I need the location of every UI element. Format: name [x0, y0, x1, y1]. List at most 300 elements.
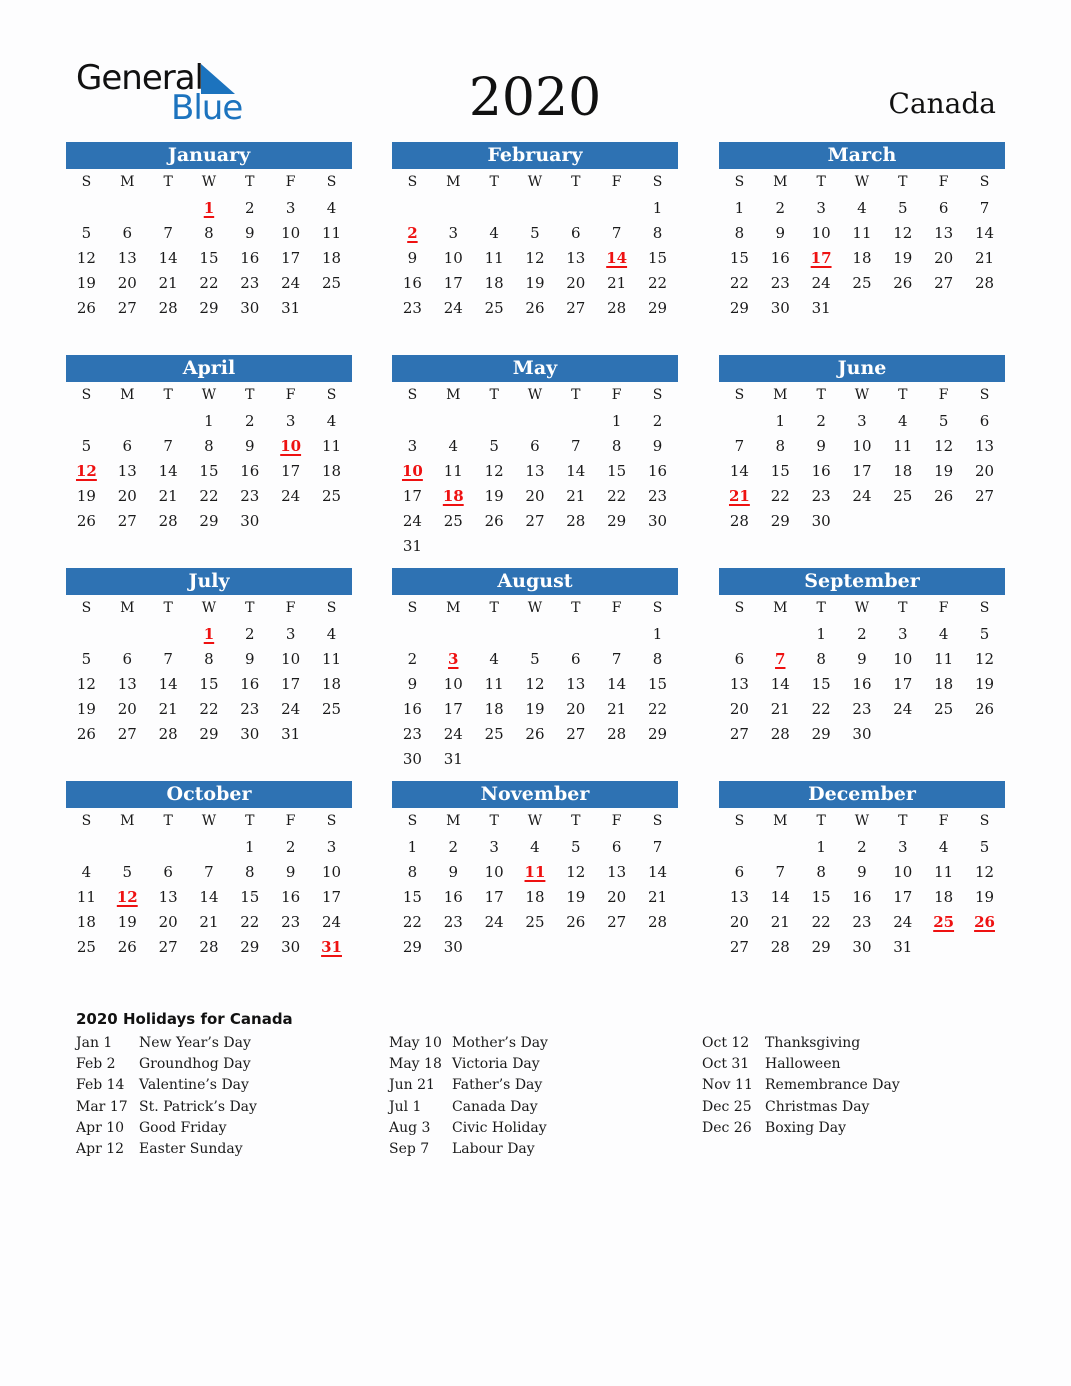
day-cell: 28	[647, 912, 668, 931]
month-days-table	[66, 595, 352, 746]
month-header: September	[719, 568, 1005, 595]
week-row	[66, 433, 352, 458]
weekday-label: F	[285, 174, 296, 190]
day-cell: 1	[816, 837, 826, 856]
holiday-item	[389, 1033, 689, 1054]
logo-text-general: General	[76, 58, 203, 98]
day-cell: 25	[321, 273, 342, 292]
week-row	[66, 834, 352, 859]
day-cell: 20	[607, 887, 627, 906]
month-september	[719, 568, 1005, 746]
empty-day-cell	[474, 533, 515, 558]
day-cell: 28	[566, 511, 586, 530]
weekday-label: T	[898, 600, 908, 616]
day-cell: 11	[321, 649, 342, 668]
day-cell: 15	[647, 248, 668, 267]
day-cell: 11	[321, 223, 342, 242]
day-cell: 19	[566, 887, 586, 906]
weekday-label: T	[245, 174, 255, 190]
day-cell: 7	[611, 649, 622, 668]
week-row	[66, 508, 352, 533]
day-cell: 23	[852, 699, 872, 718]
holiday-item	[389, 1118, 689, 1139]
day-cell: 22	[402, 912, 422, 931]
holiday-date: Mar 17	[76, 1098, 128, 1115]
day-cell: 10	[281, 649, 301, 668]
day-cell: 26	[974, 699, 995, 718]
weekday-label: W	[201, 174, 217, 190]
day-cell: 13	[117, 461, 137, 480]
day-cell: 1	[407, 837, 418, 856]
weekday-label: W	[854, 813, 870, 829]
holiday-name: Easter Sunday	[139, 1140, 243, 1157]
weekday-label: S	[407, 174, 418, 190]
day-cell: 16	[240, 248, 260, 267]
day-cell: 27	[525, 511, 545, 530]
empty-day-cell	[923, 934, 964, 959]
week-row	[66, 696, 352, 721]
week-row	[392, 859, 678, 884]
empty-day-cell	[882, 295, 923, 320]
week-row	[719, 721, 1005, 746]
day-cell: 15	[811, 674, 831, 693]
week-row	[392, 408, 678, 433]
week-row	[719, 245, 1005, 270]
empty-day-cell	[637, 533, 678, 558]
empty-day-cell	[66, 195, 107, 220]
weekday-label: S	[979, 174, 990, 190]
day-cell: 7	[652, 837, 663, 856]
week-row	[66, 859, 352, 884]
holiday-name: Christmas Day	[765, 1098, 870, 1115]
empty-day-cell	[719, 408, 760, 433]
day-cell: 8	[204, 649, 214, 668]
weekday-label: T	[816, 387, 826, 403]
day-cell: 20	[117, 486, 137, 505]
day-cell: 5	[979, 624, 990, 643]
holiday-name: Halloween	[765, 1056, 841, 1073]
weekday-label: M	[120, 387, 135, 403]
week-row	[392, 671, 678, 696]
day-cell: 1	[245, 837, 255, 856]
day-cell: 18	[934, 674, 954, 693]
day-cell: 31	[811, 298, 831, 317]
day-cell: 29	[647, 724, 668, 743]
day-cell: 6	[122, 223, 133, 242]
weekday-label: F	[938, 387, 949, 403]
weekday-label: T	[245, 813, 255, 829]
holiday-item	[76, 1033, 376, 1054]
holiday-item	[76, 1118, 376, 1139]
weekday-label: S	[652, 174, 663, 190]
day-cell: 16	[770, 248, 790, 267]
weekday-label: S	[326, 600, 337, 616]
empty-day-cell	[515, 408, 556, 433]
month-february	[392, 142, 678, 320]
day-cell: 24	[281, 273, 301, 292]
day-cell: 9	[816, 436, 826, 455]
weekday-label: F	[611, 813, 622, 829]
day-cell: 20	[158, 912, 178, 931]
day-cell: 25	[484, 298, 504, 317]
weekday-label: M	[446, 813, 461, 829]
day-cell: 27	[158, 937, 178, 956]
day-cell: 10	[443, 674, 463, 693]
day-cell: 13	[729, 887, 749, 906]
week-row	[719, 909, 1005, 934]
week-row	[66, 270, 352, 295]
weekday-label: F	[285, 387, 296, 403]
day-cell: 15	[607, 461, 627, 480]
empty-day-cell	[392, 195, 433, 220]
holiday-column	[702, 1033, 1002, 1139]
empty-day-cell	[555, 621, 596, 646]
day-cell: 28	[158, 298, 178, 317]
day-cell: 21	[158, 273, 178, 292]
weekday-label: S	[652, 813, 663, 829]
day-cell: 15	[729, 248, 749, 267]
holiday-day-cell: 10	[401, 461, 423, 480]
day-cell: 11	[443, 461, 463, 480]
weekday-label: S	[979, 387, 990, 403]
week-row	[66, 220, 352, 245]
week-row	[719, 408, 1005, 433]
empty-day-cell	[760, 621, 801, 646]
day-cell: 16	[402, 699, 422, 718]
day-cell: 7	[775, 862, 786, 881]
holiday-date: Jul 1	[389, 1098, 422, 1115]
weekday-label: M	[773, 600, 788, 616]
holiday-day-cell: 14	[606, 248, 628, 267]
day-cell: 10	[443, 248, 463, 267]
weekday-label: M	[446, 600, 461, 616]
week-row	[392, 646, 678, 671]
week-row	[66, 721, 352, 746]
day-cell: 24	[321, 912, 342, 931]
empty-day-cell	[474, 621, 515, 646]
month-days-table	[719, 382, 1005, 533]
week-row	[66, 295, 352, 320]
weekday-label: S	[326, 174, 337, 190]
month-days-table	[719, 808, 1005, 959]
weekday-label: T	[571, 600, 581, 616]
day-cell: 8	[407, 862, 418, 881]
day-cell: 27	[729, 937, 749, 956]
day-cell: 14	[566, 461, 586, 480]
week-row	[719, 508, 1005, 533]
week-row	[392, 934, 678, 959]
day-cell: 7	[163, 436, 173, 455]
day-cell: 11	[484, 248, 504, 267]
day-cell: 6	[163, 862, 173, 881]
week-row	[392, 721, 678, 746]
day-cell: 6	[571, 649, 581, 668]
day-cell: 15	[647, 674, 668, 693]
holiday-day-cell: 18	[442, 486, 464, 505]
weekday-label: T	[571, 813, 581, 829]
holiday-day-cell: 17	[810, 248, 832, 267]
day-cell: 29	[240, 937, 260, 956]
day-cell: 26	[893, 273, 913, 292]
day-cell: 28	[770, 937, 790, 956]
weekday-label: W	[854, 174, 870, 190]
day-cell: 13	[566, 248, 586, 267]
day-cell: 18	[321, 674, 342, 693]
day-cell: 11	[934, 862, 954, 881]
day-cell: 28	[158, 511, 178, 530]
day-cell: 23	[443, 912, 463, 931]
month-march	[719, 142, 1005, 320]
week-row	[66, 408, 352, 433]
country-label: Canada	[888, 87, 996, 120]
day-cell: 19	[117, 912, 137, 931]
weekday-label: T	[489, 387, 499, 403]
week-row	[66, 646, 352, 671]
day-cell: 17	[281, 248, 301, 267]
weekday-label: M	[773, 387, 788, 403]
day-cell: 21	[199, 912, 219, 931]
day-cell: 10	[484, 862, 504, 881]
day-cell: 22	[647, 699, 668, 718]
day-cell: 25	[443, 511, 463, 530]
holiday-day-cell: 7	[775, 649, 786, 668]
weekday-label: T	[489, 813, 499, 829]
holiday-name: Groundhog Day	[139, 1056, 251, 1073]
day-cell: 3	[816, 198, 826, 217]
day-cell: 29	[811, 937, 831, 956]
day-cell: 3	[407, 436, 418, 455]
week-row	[392, 909, 678, 934]
day-cell: 26	[566, 912, 586, 931]
weekday-label: S	[734, 174, 745, 190]
holiday-item	[702, 1118, 1002, 1139]
day-cell: 17	[443, 699, 463, 718]
day-cell: 31	[281, 724, 301, 743]
weekday-label: S	[326, 387, 337, 403]
weekday-label: W	[527, 174, 543, 190]
day-cell: 22	[729, 273, 749, 292]
empty-day-cell	[107, 195, 148, 220]
day-cell: 29	[811, 724, 831, 743]
holiday-item	[76, 1054, 376, 1075]
day-cell: 21	[607, 699, 627, 718]
day-cell: 25	[893, 486, 913, 505]
day-cell: 7	[734, 436, 745, 455]
day-cell: 29	[647, 298, 668, 317]
month-august	[392, 568, 678, 771]
day-cell: 8	[775, 436, 786, 455]
day-cell: 5	[530, 649, 540, 668]
day-cell: 13	[934, 223, 954, 242]
holiday-name: Father’s Day	[452, 1077, 543, 1094]
weekday-label: S	[81, 174, 92, 190]
day-cell: 15	[811, 887, 831, 906]
empty-day-cell	[148, 834, 189, 859]
empty-day-cell	[637, 934, 678, 959]
week-row	[719, 621, 1005, 646]
weekday-label: T	[816, 174, 826, 190]
day-cell: 16	[443, 887, 463, 906]
weekday-label: S	[652, 600, 663, 616]
day-cell: 20	[974, 461, 995, 480]
day-cell: 29	[199, 511, 219, 530]
weekday-label: F	[938, 600, 949, 616]
month-days-table	[66, 808, 352, 959]
holiday-day-cell: 2	[407, 223, 418, 242]
week-row	[719, 671, 1005, 696]
day-cell: 29	[199, 298, 219, 317]
weekday-label: F	[611, 174, 622, 190]
day-cell: 2	[448, 837, 459, 856]
day-cell: 5	[81, 436, 92, 455]
day-cell: 20	[934, 248, 954, 267]
holiday-name: St. Patrick’s Day	[139, 1098, 257, 1115]
day-cell: 30	[811, 511, 831, 530]
weekday-label: T	[816, 813, 826, 829]
day-cell: 14	[158, 674, 178, 693]
empty-day-cell	[392, 621, 433, 646]
day-cell: 20	[117, 273, 137, 292]
day-cell: 11	[893, 436, 913, 455]
holiday-date: Oct 31	[702, 1056, 750, 1073]
holiday-day-cell: 3	[448, 649, 459, 668]
holiday-date: Aug 3	[389, 1119, 431, 1136]
weekday-label: S	[81, 813, 92, 829]
week-row	[66, 671, 352, 696]
day-cell: 23	[852, 912, 872, 931]
day-cell: 18	[321, 248, 342, 267]
day-cell: 29	[199, 724, 219, 743]
day-cell: 16	[240, 674, 260, 693]
day-cell: 28	[729, 511, 749, 530]
day-cell: 8	[611, 436, 622, 455]
day-cell: 1	[775, 411, 786, 430]
day-cell: 22	[647, 273, 668, 292]
week-row	[719, 220, 1005, 245]
weekday-label: W	[201, 813, 217, 829]
day-cell: 26	[76, 511, 96, 530]
month-header: August	[392, 568, 678, 595]
day-cell: 15	[199, 461, 219, 480]
day-cell: 16	[811, 461, 831, 480]
day-cell: 8	[204, 436, 214, 455]
day-cell: 2	[816, 411, 826, 430]
day-cell: 11	[76, 887, 96, 906]
day-cell: 1	[652, 624, 663, 643]
day-cell: 2	[245, 411, 255, 430]
day-cell: 7	[163, 223, 173, 242]
day-cell: 15	[770, 461, 790, 480]
holiday-column	[389, 1033, 689, 1160]
week-row	[66, 909, 352, 934]
empty-day-cell	[555, 408, 596, 433]
day-cell: 4	[530, 837, 540, 856]
empty-day-cell	[964, 934, 1005, 959]
weekday-label: M	[773, 813, 788, 829]
day-cell: 4	[938, 837, 949, 856]
week-row	[66, 458, 352, 483]
week-row	[392, 483, 678, 508]
empty-day-cell	[433, 621, 474, 646]
weekday-label: S	[81, 387, 92, 403]
weekday-label: S	[734, 387, 745, 403]
day-cell: 20	[566, 273, 586, 292]
day-cell: 22	[811, 699, 831, 718]
day-cell: 27	[566, 724, 586, 743]
holiday-item	[389, 1075, 689, 1096]
day-cell: 25	[934, 699, 954, 718]
holiday-date: Jan 1	[76, 1035, 113, 1051]
weekday-label: W	[854, 387, 870, 403]
day-cell: 21	[974, 248, 995, 267]
day-cell: 2	[775, 198, 786, 217]
day-cell: 5	[489, 436, 499, 455]
day-cell: 22	[199, 273, 219, 292]
empty-day-cell	[474, 408, 515, 433]
day-cell: 3	[285, 198, 296, 217]
day-cell: 10	[811, 223, 831, 242]
empty-day-cell	[923, 295, 964, 320]
day-cell: 7	[204, 862, 214, 881]
day-cell: 31	[893, 937, 913, 956]
weekday-label: S	[734, 600, 745, 616]
month-january	[66, 142, 352, 320]
day-cell: 8	[816, 862, 826, 881]
month-december	[719, 781, 1005, 959]
empty-day-cell	[842, 508, 883, 533]
day-cell: 9	[245, 223, 255, 242]
holiday-item	[389, 1097, 689, 1118]
day-cell: 6	[122, 649, 133, 668]
holiday-day-cell: 1	[203, 624, 215, 643]
day-cell: 20	[729, 699, 749, 718]
day-cell: 5	[122, 862, 133, 881]
day-cell: 7	[163, 649, 173, 668]
empty-day-cell	[107, 408, 148, 433]
holiday-name: Victoria Day	[452, 1056, 540, 1073]
day-cell: 14	[647, 862, 668, 881]
empty-day-cell	[555, 195, 596, 220]
day-cell: 6	[611, 837, 622, 856]
day-cell: 27	[117, 724, 137, 743]
day-cell: 15	[402, 887, 422, 906]
day-cell: 1	[204, 411, 214, 430]
month-header: June	[719, 355, 1005, 382]
day-cell: 29	[402, 937, 422, 956]
logo-text-blue: Blue	[171, 88, 243, 128]
weekday-label: T	[163, 813, 173, 829]
day-cell: 3	[285, 411, 296, 430]
empty-day-cell	[433, 533, 474, 558]
month-days-table	[719, 595, 1005, 746]
day-cell: 27	[934, 273, 954, 292]
day-cell: 5	[979, 837, 990, 856]
week-row	[719, 884, 1005, 909]
day-cell: 10	[852, 436, 872, 455]
day-cell: 11	[484, 674, 504, 693]
day-cell: 24	[852, 486, 872, 505]
day-cell: 28	[974, 273, 995, 292]
generalblue-logo	[76, 58, 246, 126]
day-cell: 8	[816, 649, 826, 668]
day-cell: 30	[647, 511, 668, 530]
day-cell: 3	[448, 223, 459, 242]
day-cell: 23	[402, 724, 422, 743]
weekday-label: T	[571, 174, 581, 190]
day-cell: 2	[285, 837, 296, 856]
day-cell: 27	[566, 298, 586, 317]
empty-day-cell	[433, 408, 474, 433]
